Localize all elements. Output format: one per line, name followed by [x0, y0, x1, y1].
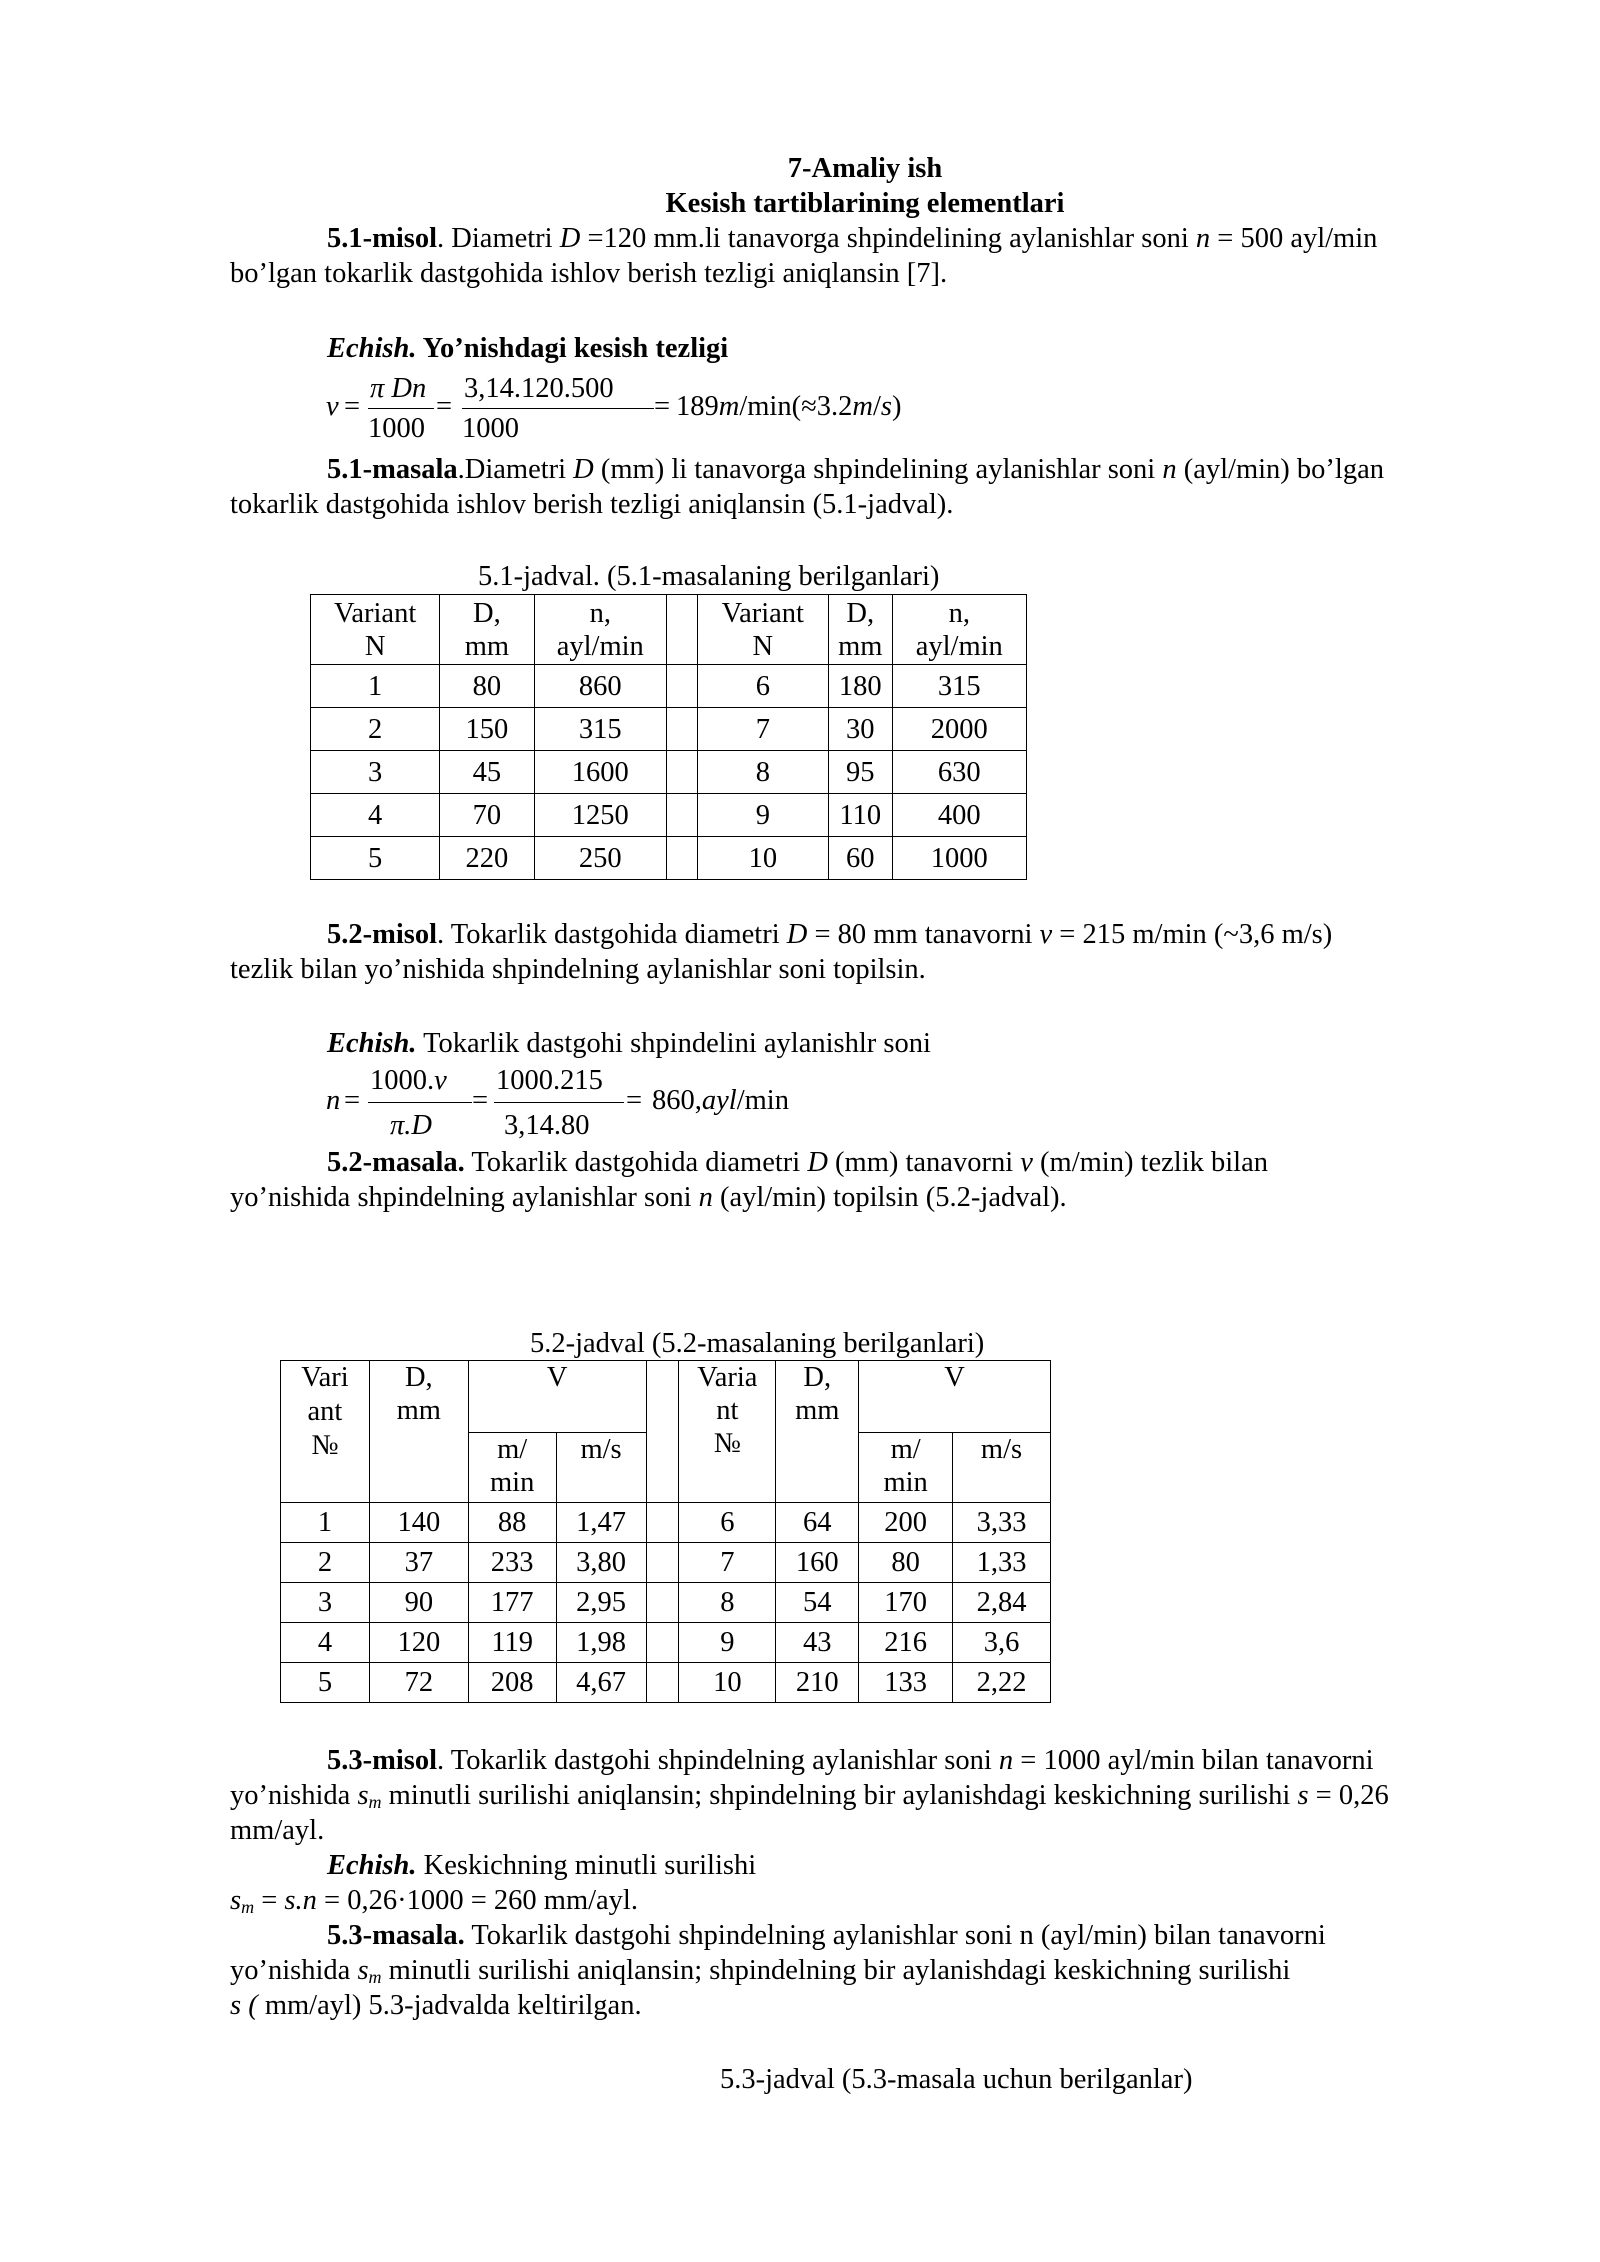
table-cell: 1000 — [892, 837, 1026, 880]
table-cell: 6 — [697, 665, 828, 708]
formula-eq: = — [654, 391, 671, 422]
table-spacer — [646, 1503, 679, 1543]
task-5-1-line2: tokarlik dastgohida ishlov berish tezligi aniqlansin (5.1-jadval). — [230, 489, 954, 520]
table-cell: 70 — [440, 794, 534, 837]
table-spacer — [646, 1663, 679, 1703]
table-cell: 2,95 — [556, 1583, 646, 1623]
formula-eq: = — [344, 391, 361, 422]
table-cell: 8 — [697, 751, 828, 794]
table-cell: 88 — [468, 1503, 556, 1543]
table-cell: 1250 — [534, 794, 666, 837]
table-header-v: V — [859, 1361, 1051, 1433]
table-cell: 110 — [828, 794, 892, 837]
table-header-d: D, mm — [776, 1361, 859, 1503]
table-cell: 45 — [440, 751, 534, 794]
table-cell: 4 — [311, 794, 440, 837]
table-5-3-caption: 5.3-jadval (5.3-masala uchun berilganlar) — [720, 2064, 1193, 2095]
table-cell: 37 — [369, 1543, 468, 1583]
table-cell: 5 — [311, 837, 440, 880]
table-header-cell: D, mm — [440, 595, 534, 665]
formula-denominator: 3,14.80 — [504, 1110, 590, 1141]
solution-5-1: Echish. Yo’nishdagi kesish tezligi — [327, 333, 729, 364]
formula-numerator: 1000.v — [370, 1065, 447, 1096]
table-header-m-min: m/ min — [859, 1433, 953, 1503]
table-cell: 1 — [281, 1503, 370, 1543]
formula-result: 189m/min(≈3.2m/s) — [676, 391, 902, 422]
fraction-bar — [368, 408, 434, 409]
table-cell: 180 — [828, 665, 892, 708]
table-cell: 1,98 — [556, 1623, 646, 1663]
table-cell: 9 — [697, 794, 828, 837]
table-spacer — [666, 665, 697, 708]
task-5-2-line2: yo’nishida shpindelning aylanishlar soni n (ayl/min) topilsin (5.2-jadval). — [230, 1182, 1067, 1213]
table-cell: 2 — [281, 1543, 370, 1583]
example-5-1-line2: bo’lgan tokarlik dastgohida ishlov berish tezligi aniqlansin [7]. — [230, 258, 948, 289]
table-spacer — [666, 794, 697, 837]
table-5-1-caption: 5.1-jadval. (5.1-masalaning berilganlari) — [478, 561, 940, 592]
table-cell: 2,84 — [953, 1583, 1051, 1623]
task-5-2: 5.2-masala. Tokarlik dastgohida diametri D (mm) tanavorni v (m/min) tezlik bilan — [327, 1147, 1268, 1178]
table-row — [281, 1663, 1051, 1703]
table-header-d: D, mm — [369, 1361, 468, 1503]
table-cell: 3,80 — [556, 1543, 646, 1583]
table-row — [281, 1583, 1051, 1623]
table-cell: 120 — [369, 1623, 468, 1663]
table-cell: 72 — [369, 1663, 468, 1703]
formula-5-3: $s_m = s.n = 0,26\cdot 1000 = 260$ mm/ayl. — [230, 1885, 638, 1917]
table-spacer — [646, 1583, 679, 1623]
table-row — [281, 1503, 1051, 1543]
table-row — [311, 837, 1027, 880]
table-header-cell: Variant N — [697, 595, 828, 665]
table-cell: 2,22 — [953, 1663, 1051, 1703]
table-row — [311, 751, 1027, 794]
table-cell: 4 — [281, 1623, 370, 1663]
table-row — [281, 1623, 1051, 1663]
table-cell: 160 — [776, 1543, 859, 1583]
table-cell: 7 — [697, 708, 828, 751]
table-row — [311, 665, 1027, 708]
table-cell: 8 — [679, 1583, 776, 1623]
table-cell: 9 — [679, 1623, 776, 1663]
table-cell: 400 — [892, 794, 1026, 837]
table-cell: 210 — [776, 1663, 859, 1703]
table-cell: 80 — [859, 1543, 953, 1583]
table-cell: 7 — [679, 1543, 776, 1583]
example-5-2: 5.2-misol. Tokarlik dastgohida diametri D = 80 mm tanavorni v = 215 m/min (~3,6 m/s) — [327, 919, 1333, 950]
example-5-3-line3: mm/ayl. — [230, 1815, 325, 1846]
table-cell: 30 — [828, 708, 892, 751]
table-cell: 64 — [776, 1503, 859, 1543]
table-cell: 5 — [281, 1663, 370, 1703]
table-cell: 1 — [311, 665, 440, 708]
table-cell: 10 — [679, 1663, 776, 1703]
table-cell: 3,6 — [953, 1623, 1051, 1663]
example-5-1: 5.1-misol. Diametri D =120 mm.li tanavorga shpindelining aylanishlar soni n = 500 ayl/min — [327, 223, 1378, 254]
table-spacer — [646, 1623, 679, 1663]
table-cell: 10 — [697, 837, 828, 880]
page-title: 7-Amaliy ish — [787, 153, 943, 184]
table-5-1 — [310, 594, 1027, 880]
table-5-2 — [280, 1360, 1051, 1703]
table-cell: 150 — [440, 708, 534, 751]
table-cell: 43 — [776, 1623, 859, 1663]
table-cell: 90 — [369, 1583, 468, 1623]
table-cell: 208 — [468, 1663, 556, 1703]
formula-numerator: π Dn — [370, 373, 427, 404]
table-cell: 4,67 — [556, 1663, 646, 1703]
task-5-1: 5.1-masala.Diametri D (mm) li tanavorga shpindelining aylanishlar soni n (ayl/min) bo’lgan — [327, 454, 1384, 485]
table-5-2-caption: 5.2-jadval (5.2-masalaning berilganlari) — [530, 1328, 985, 1359]
formula-eq: = — [472, 1085, 489, 1116]
fraction-bar — [368, 1102, 472, 1103]
table-cell: 2 — [311, 708, 440, 751]
table-cell: 3 — [311, 751, 440, 794]
formula-denominator: 1000 — [462, 413, 519, 444]
solution-5-2: Echish. Tokarlik dastgohi shpindelini aylanishlr soni — [327, 1028, 931, 1059]
table-cell: 140 — [369, 1503, 468, 1543]
table-header-variant: Vari ant № — [281, 1361, 370, 1503]
table-cell: 216 — [859, 1623, 953, 1663]
task-5-3-line2: yo’nishida $s_m$ minutli surilishi aniqlansin; shpindelning bir aylanishdagi keskichning surilishi — [230, 1955, 1291, 1987]
table-cell: 1600 — [534, 751, 666, 794]
table-cell: 119 — [468, 1623, 556, 1663]
example-5-3-line2: yo’nishida $s_m$ minutli surilishi aniqlansin; shpindelning bir aylanishdagi keskichning surilishi s = 0,26 — [230, 1780, 1389, 1812]
formula-eq: = — [436, 391, 453, 422]
formula-n: n — [326, 1085, 341, 1116]
table-row — [311, 708, 1027, 751]
table-cell: 133 — [859, 1663, 953, 1703]
table-cell: 95 — [828, 751, 892, 794]
table-header-cell: D, mm — [828, 595, 892, 665]
example-5-2-line2: tezlik bilan yo’nishida shpindelning aylanishlar soni topilsin. — [230, 954, 926, 985]
table-header-variant: Varia nt № — [679, 1361, 776, 1503]
table-cell: 3,33 — [953, 1503, 1051, 1543]
task-5-3-line3: s ( mm/ayl) 5.3-jadvalda keltirilgan. — [230, 1990, 642, 2021]
table-cell: 315 — [892, 665, 1026, 708]
table-header-v: V — [468, 1361, 646, 1433]
table-row — [311, 794, 1027, 837]
table-cell: 3 — [281, 1583, 370, 1623]
table-cell: 1,33 — [953, 1543, 1051, 1583]
formula-numerator: 3,14.120.500 — [464, 373, 614, 404]
table-cell: 220 — [440, 837, 534, 880]
table-header-m-s: m/s — [953, 1433, 1051, 1503]
table-header-cell: n, ayl/min — [892, 595, 1026, 665]
formula-v: v — [326, 391, 339, 422]
table-cell: 6 — [679, 1503, 776, 1543]
table-header-cell: Variant N — [311, 595, 440, 665]
table-header-cell: n, ayl/min — [534, 595, 666, 665]
formula-denominator: 1000 — [368, 413, 425, 444]
table-cell: 1,47 — [556, 1503, 646, 1543]
table-header-m-s: m/s — [556, 1433, 646, 1503]
table-spacer — [666, 751, 697, 794]
table-cell: 54 — [776, 1583, 859, 1623]
table-cell: 630 — [892, 751, 1026, 794]
table-spacer — [666, 708, 697, 751]
table-cell: 80 — [440, 665, 534, 708]
table-row — [281, 1543, 1051, 1583]
solution-5-3: Echish. Keskichning minutli surilishi — [327, 1850, 757, 1881]
formula-denominator: π.D — [390, 1110, 432, 1141]
fraction-bar — [462, 408, 654, 409]
task-5-3: 5.3-masala. Tokarlik dastgohi shpindelning aylanishlar soni n (ayl/min) bilan tanavorni — [327, 1920, 1326, 1951]
table-cell: 860 — [534, 665, 666, 708]
table-spacer — [646, 1361, 679, 1503]
formula-eq: = — [626, 1085, 643, 1116]
formula-eq: = — [344, 1085, 361, 1116]
table-cell: 170 — [859, 1583, 953, 1623]
table-header-m-min: m/ min — [468, 1433, 556, 1503]
table-cell: 177 — [468, 1583, 556, 1623]
table-cell: 250 — [534, 837, 666, 880]
table-cell: 60 — [828, 837, 892, 880]
fraction-bar — [494, 1102, 624, 1103]
formula-result: 860,ayl/min — [652, 1085, 789, 1116]
example-5-3: 5.3-misol. Tokarlik dastgohi shpindelning aylanishlar soni n = 1000 ayl/min bilan tanavorni — [327, 1745, 1374, 1776]
table-cell: 315 — [534, 708, 666, 751]
table-spacer — [666, 837, 697, 880]
formula-numerator: 1000.215 — [496, 1065, 603, 1096]
table-cell: 200 — [859, 1503, 953, 1543]
page-subtitle: Kesish tartiblarining elementlari — [665, 188, 1065, 219]
table-spacer — [666, 595, 697, 665]
table-cell: 2000 — [892, 708, 1026, 751]
table-cell: 233 — [468, 1543, 556, 1583]
table-spacer — [646, 1543, 679, 1583]
